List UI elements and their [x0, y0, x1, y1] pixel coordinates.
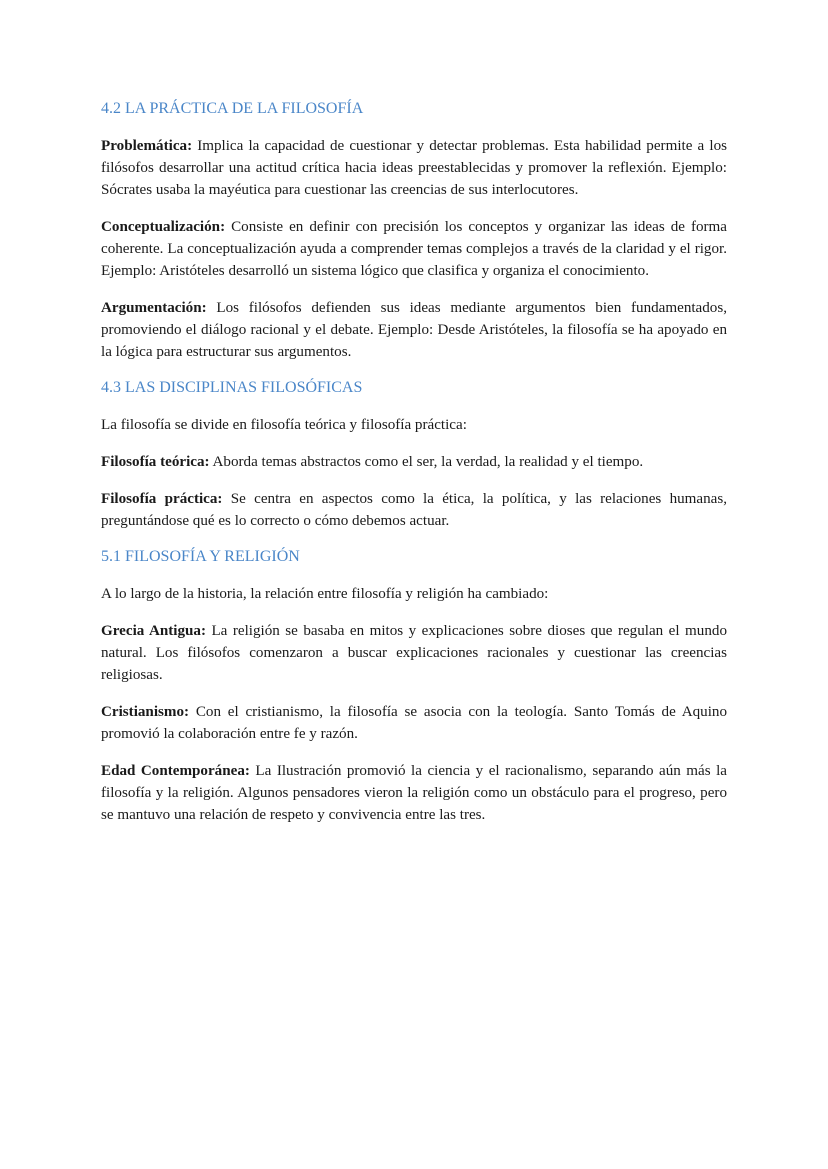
text-argumentacion: Los filósofos defienden sus ideas mediante argumentos bien fundamentados, promoviendo el diálogo racional y el debate. Ejemplo: Desde Aristóteles, la filosofía se ha apoyado en la lógica para estructurar sus argumentos.: [101, 300, 727, 360]
paragraph-cristianismo: [101, 701, 727, 745]
text-conceptualizacion: Consiste en definir con precisión los conceptos y organizar las ideas de forma coherente. La conceptualización ayuda a comprender temas complejos a través de la claridad y el rigor. Ejemplo: Aristóteles desarrolló un sistema lógico que clasifica y organiza el conocimiento.: [101, 219, 727, 279]
term-grecia-antigua: Grecia Antigua:: [101, 623, 206, 639]
paragraph-grecia-antigua: [101, 620, 727, 686]
text-grecia-antigua: La religión se basaba en mitos y explicaciones sobre dioses que regulan el mundo natural. Los filósofos comenzaron a buscar explicaciones racionales y cuestionar las creencias religiosas.: [101, 623, 727, 683]
section-heading-5-1: 5.1 FILOSOFÍA Y RELIGIÓN: [101, 548, 300, 565]
section-heading-4-2: 4.2 LA PRÁCTICA DE LA FILOSOFÍA: [101, 100, 364, 117]
paragraph-problematica: [101, 135, 727, 201]
text-cristianismo: Con el cristianismo, la filosofía se asocia con la teología. Santo Tomás de Aquino promovió la colaboración entre fe y razón.: [101, 704, 727, 742]
paragraph-conceptualizacion: [101, 216, 727, 282]
term-conceptualizacion: Conceptualización:: [101, 219, 226, 235]
paragraph-argumentacion: [101, 297, 727, 363]
intro-disciplinas: La filosofía se divide en filosofía teórica y filosofía práctica:: [101, 417, 467, 433]
term-filosofia-practica: Filosofía práctica:: [101, 491, 223, 507]
text-filosofia-practica: Se centra en aspectos como la ética, la política, y las relaciones humanas, preguntándose qué es lo correcto o cómo debemos actuar.: [101, 491, 727, 529]
term-filosofia-teorica: Filosofía teórica:: [101, 454, 210, 470]
paragraph-filosofia-practica: [101, 488, 727, 532]
section-heading-4-3: 4.3 LAS DISCIPLINAS FILOSÓFICAS: [101, 379, 363, 396]
paragraph-filosofia-teorica: [101, 451, 727, 473]
term-problematica: Problemática:: [101, 138, 193, 154]
paragraph-edad-contemporanea: [101, 760, 727, 826]
term-cristianismo: Cristianismo:: [101, 704, 190, 720]
text-edad-contemporanea: La Ilustración promovió la ciencia y el racionalismo, separando aún más la filosofía y la religión. Algunos pensadores vieron la religión como un obstáculo para el progreso, pero se mantuvo una relación de respeto y convivencia entre las tres.: [101, 763, 727, 823]
text-filosofia-teorica: Aborda temas abstractos como el ser, la verdad, la realidad y el tiempo.: [209, 454, 644, 470]
intro-religion: A lo largo de la historia, la relación entre filosofía y religión ha cambiado:: [101, 586, 549, 602]
document-page: [101, 98, 727, 841]
term-argumentacion: Argumentación:: [101, 300, 207, 316]
term-edad-contemporanea: Edad Contemporánea:: [101, 763, 250, 779]
text-problematica: Implica la capacidad de cuestionar y detectar problemas. Esta habilidad permite a los filósofos desarrollar una actitud crítica hacia ideas preestablecidas y promover la reflexión. Ejemplo: Sócrates usaba la mayéutica para cuestionar las creencias de sus interlocutores.: [101, 138, 727, 198]
